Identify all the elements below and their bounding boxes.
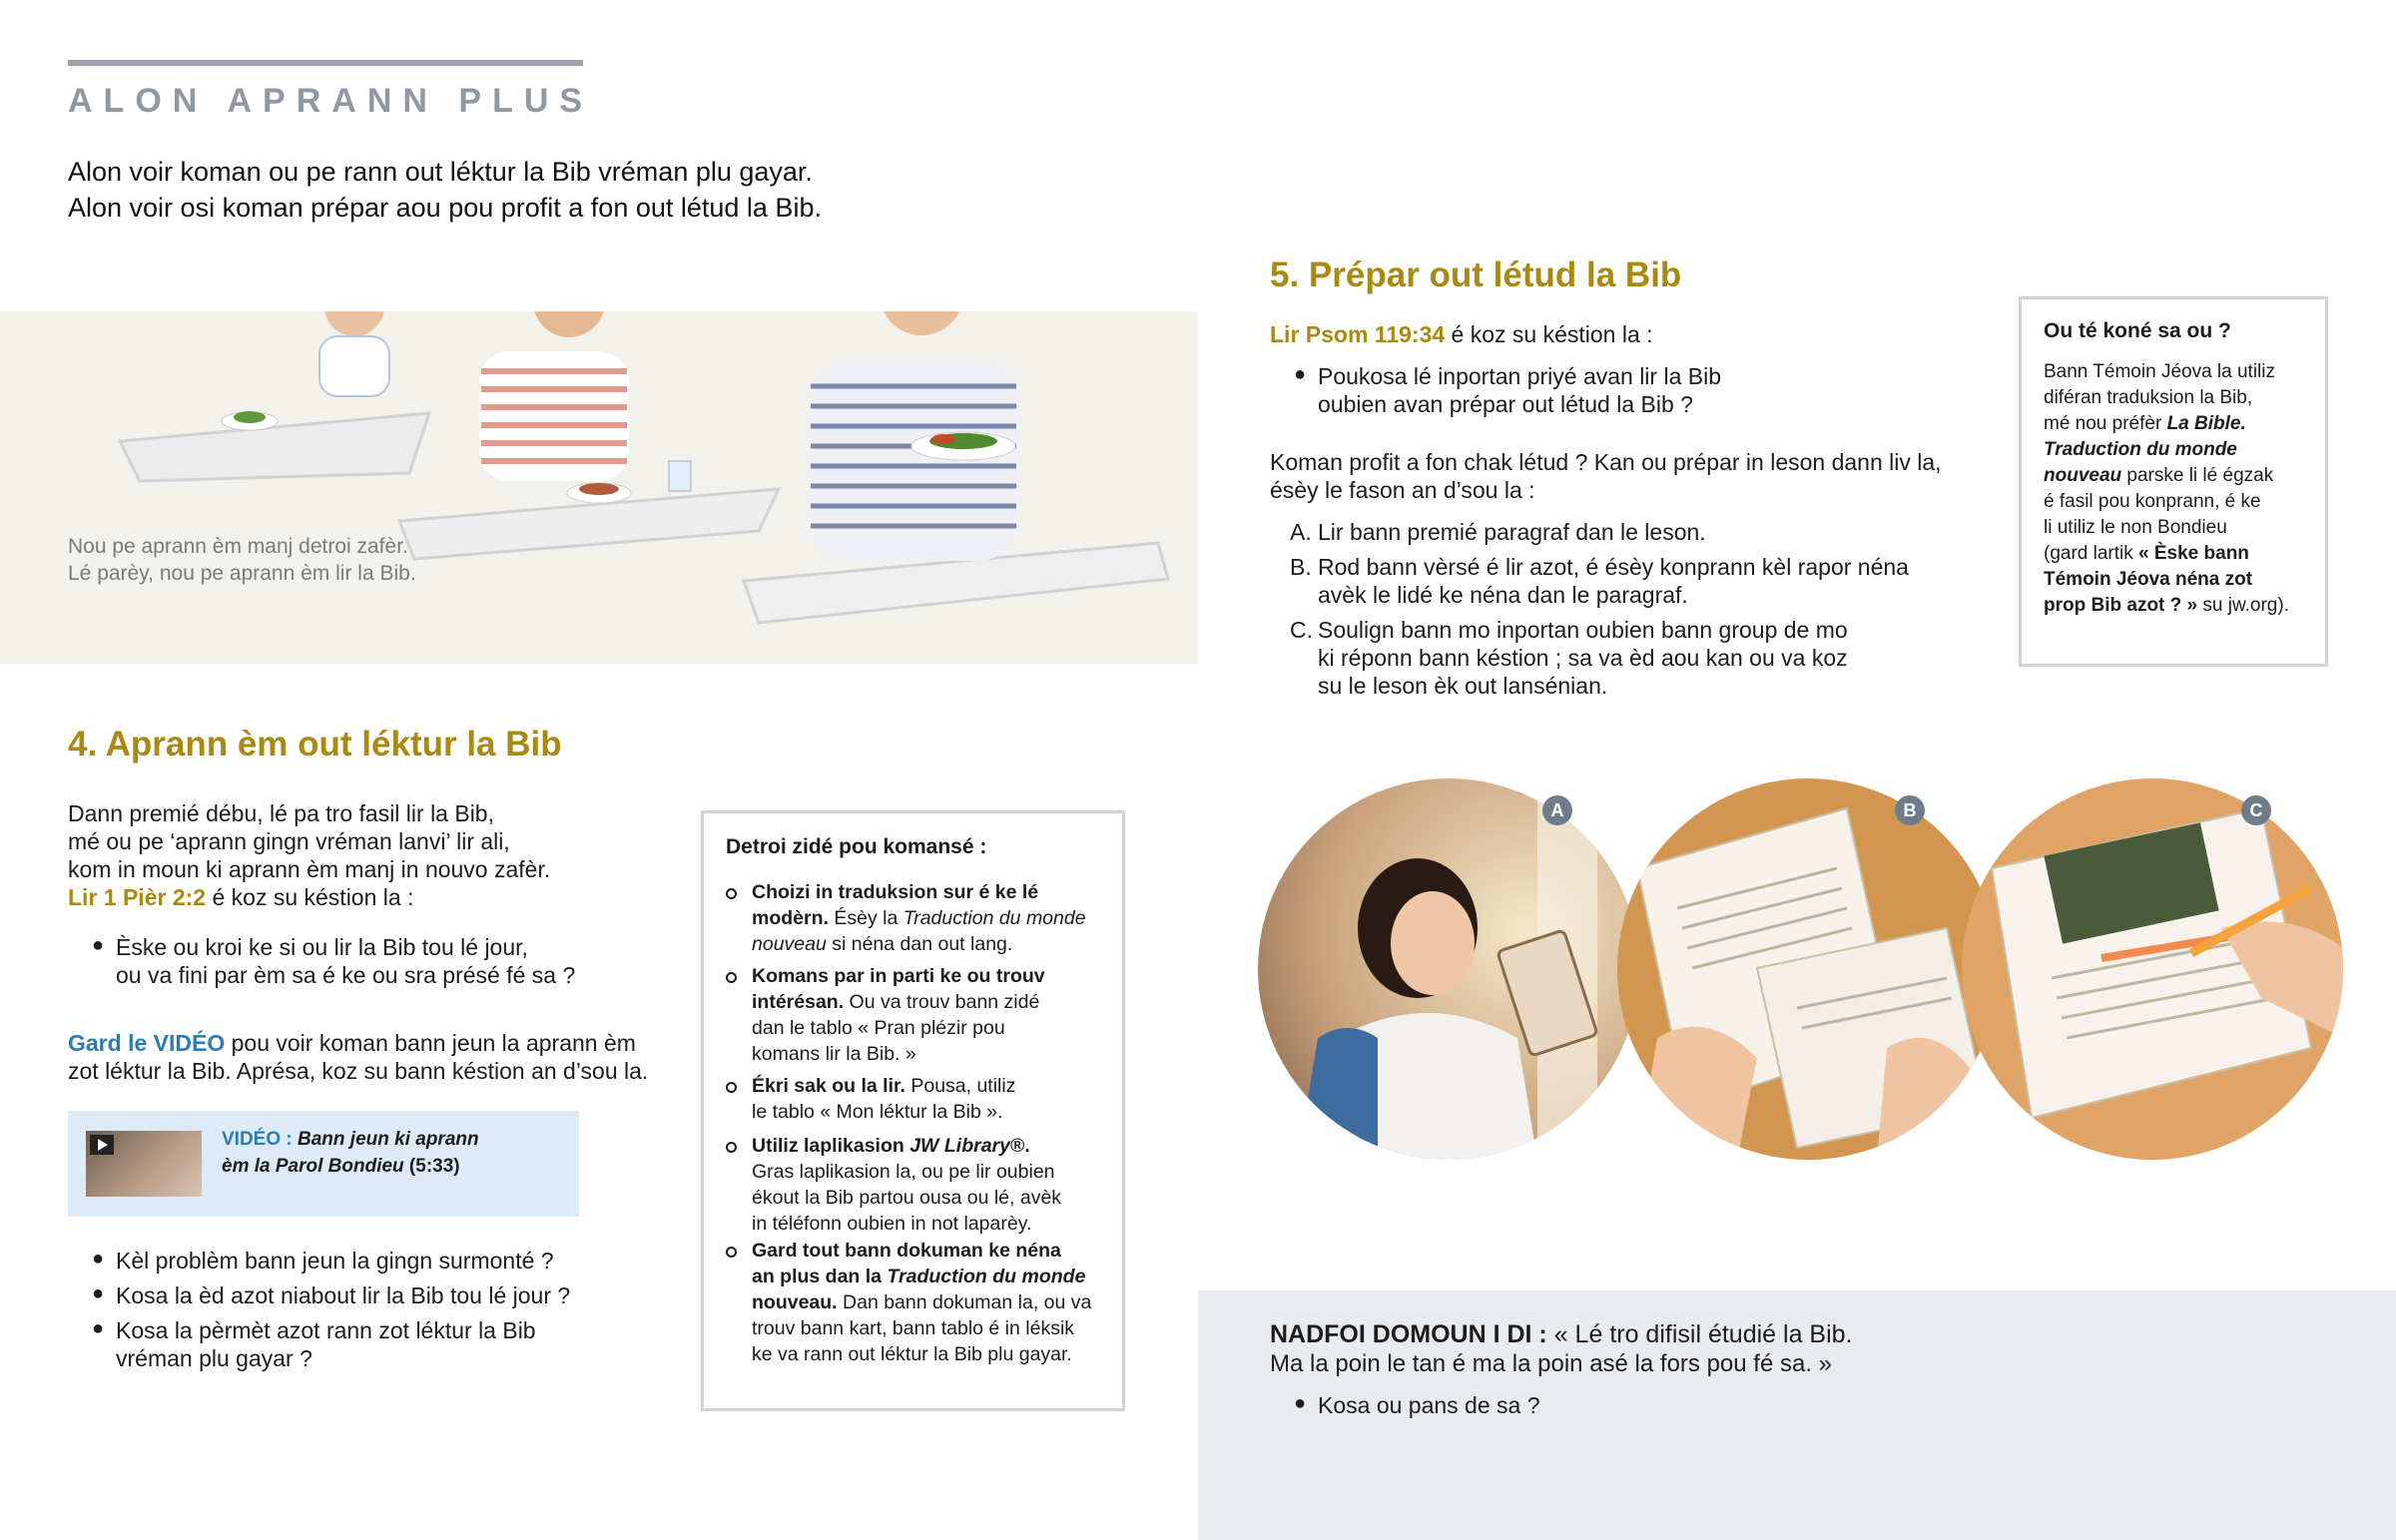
- know-bold-italic-text: La Bible.: [2166, 413, 2246, 434]
- underlining-illustration: [1962, 778, 2343, 1160]
- video-duration: (5:33): [403, 1156, 460, 1177]
- section-4-question-1: [92, 934, 651, 994]
- section-5-paragraph-line: Koman profit a fon chak létud ? Kan ou prépar in leson dann liv la,: [1270, 449, 1942, 475]
- circle-bullet-icon: [726, 972, 737, 983]
- intro-line-1: Alon voir koman ou pe rann out léktur la Bib vréman plu gayar.: [68, 157, 813, 187]
- idea-text: Ésèy la: [828, 907, 903, 929]
- step-line: Soulign bann mo inportan oubien bann group de mo: [1318, 617, 1848, 643]
- idea-line: [752, 881, 1038, 904]
- objection-line-2: Ma la poin le tan é ma la poin asé la fors pou fé sa. »: [1270, 1350, 1833, 1377]
- intro-line-2: Alon voir osi koman prépar aou pou profit a fon out létud la Bib.: [68, 193, 822, 223]
- idea-line: [752, 1101, 1002, 1124]
- know-text: é fasil pou konprann, é ke: [2044, 491, 2261, 512]
- know-text: su jw.org).: [2197, 595, 2289, 616]
- question-line: oubien avan prépar out létud la Bib ?: [1318, 391, 1693, 417]
- bullet-dot-icon: ●: [1294, 363, 1307, 385]
- bullet-dot-icon: ●: [92, 1317, 105, 1339]
- section-5-question-1: [1294, 363, 1853, 423]
- idea-italic-text: Traduction du monde: [902, 907, 1086, 929]
- idea-line: [752, 1317, 1074, 1340]
- circle-bullet-icon: [726, 1082, 737, 1093]
- know-text: Bann Témoin Jéova la utiliz: [2044, 361, 2275, 382]
- know-line: [2044, 387, 2252, 409]
- know-line: [2044, 517, 2227, 539]
- objection-band: [1198, 1290, 2396, 1540]
- video-label: VIDÉO :: [222, 1129, 293, 1150]
- video-intro-line-2: zot léktur la Bib. Aprésa, koz su bann késtion an d’sou la.: [68, 1058, 649, 1084]
- hand-with-pen-illustration: [1962, 778, 2343, 1160]
- idea-line: [752, 965, 1045, 988]
- idea-bold-text: an plus dan la: [752, 1266, 888, 1287]
- know-bold-text: « Èske bann: [2138, 543, 2249, 564]
- question-line: Poukosa lé inportan priyé avan lir la Bib: [1318, 363, 1722, 389]
- know-line: [2044, 465, 2273, 487]
- idea-text: trouv bann kart, bann tablo é in léksik: [752, 1317, 1075, 1339]
- illustration-label-b: B: [1895, 795, 1925, 825]
- circle-bullet-icon: [726, 888, 737, 899]
- know-bold-text: Témoin Jéova néna zot: [2044, 569, 2253, 590]
- reading-book-illustration: [1617, 778, 1999, 1160]
- idea-text: ke va rann out léktur la Bib plu gayar.: [752, 1343, 1072, 1365]
- video-questions-list: [92, 1248, 651, 1377]
- photo-caption-line-1: Nou pe aprann èm manj detroi zafèr.: [68, 535, 408, 558]
- section-5-reference-line: [1270, 321, 1653, 348]
- section-4-paragraph-line: Dann premié débu, lé pa tro fasil lir la Bib,: [68, 800, 494, 826]
- idea-line: [752, 1075, 1015, 1098]
- idea-line: [752, 933, 1012, 956]
- step-line: avèk le lidé ke néna dan le paragraf.: [1318, 582, 1688, 608]
- know-line: [2044, 569, 2252, 591]
- section-4-reference-line: [68, 884, 413, 911]
- step-line: Rod bann vèrsé é lir azot, é ésèy konprann kèl rapor néna: [1318, 554, 1909, 580]
- know-bold-italic-text: Traduction du monde: [2044, 439, 2237, 460]
- video-intro-line: [68, 1030, 636, 1057]
- idea-text: komans lir la Bib. »: [752, 1043, 916, 1065]
- step-line: ki réponn bann késtion ; sa va èd aou kan ou va koz: [1318, 645, 1848, 671]
- objection-line-1: [1270, 1320, 1853, 1349]
- idea-line: [752, 1266, 1085, 1288]
- video-title-part: Bann jeun ki aprann: [292, 1129, 479, 1150]
- idea-text: ékout la Bib partou ousa ou lé, avèk: [752, 1187, 1062, 1209]
- idea-bold-text: modèrn.: [752, 907, 829, 929]
- did-you-know-title: Ou té koné sa ou ?: [2044, 319, 2231, 342]
- idea-text: Dan bann dokuman la, ou va: [837, 1291, 1092, 1313]
- know-line: [2044, 413, 2246, 435]
- know-bold-italic-text: nouveau: [2044, 465, 2122, 486]
- step-letter: B.: [1290, 554, 1312, 580]
- know-bold-text: prop Bib azot ? »: [2044, 595, 2198, 616]
- scripture-link-1-pier[interactable]: Lir 1 Pièr 2:2: [68, 884, 207, 910]
- idea-italic-text: nouveau: [752, 933, 827, 955]
- idea-line: [752, 991, 1039, 1014]
- reference-tail: é koz su késtion la :: [1445, 321, 1653, 347]
- photo-caption-line-2: Lé parèy, nou pe aprann èm lir la Bib.: [68, 562, 416, 585]
- know-line: [2044, 595, 2289, 617]
- idea-line: [752, 1291, 1091, 1314]
- video-title-line-1: [222, 1129, 479, 1151]
- video-intro-tail: pou voir koman bann jeun la aprann èm: [225, 1030, 636, 1056]
- play-icon[interactable]: [90, 1135, 114, 1155]
- idea-text: si néna dan out lang.: [826, 933, 1013, 955]
- video-title-line-2: [222, 1156, 460, 1178]
- idea-line: [752, 1213, 1031, 1236]
- idea-line: [752, 1161, 1055, 1184]
- section-kicker: ALON APRANN PLUS: [68, 82, 594, 120]
- ideas-box: [701, 810, 1125, 1411]
- idea-text: le tablo « Mon léktur la Bib ».: [752, 1101, 1003, 1123]
- idea-line: [752, 1343, 1072, 1366]
- study-steps-list: [1290, 519, 1989, 709]
- bullet-dot-icon: ●: [92, 934, 105, 956]
- video-link[interactable]: Gard le VIDÉO: [68, 1030, 226, 1056]
- section-5-paragraph-line: ésèy le fason an d’sou la :: [1270, 477, 1535, 503]
- eating-illustration: [0, 311, 1198, 664]
- know-line: [2044, 491, 2261, 513]
- video-thumbnail[interactable]: [86, 1131, 202, 1197]
- idea-bold-text: intérésan.: [752, 991, 845, 1013]
- know-line: [2044, 543, 2249, 565]
- idea-bold-text: ®.: [1009, 1135, 1030, 1157]
- step-letter: A.: [1290, 519, 1312, 545]
- idea-line: [752, 907, 1086, 930]
- question-line: Kèl problèm bann jeun la gingn surmonté ?: [116, 1248, 554, 1274]
- idea-text: Pousa, utiliz: [904, 1075, 1016, 1097]
- circle-bullet-icon: [726, 1142, 737, 1153]
- idea-line: [752, 1043, 916, 1066]
- idea-line: [752, 1240, 1061, 1263]
- question-line: Kosa la pèrmèt azot rann zot léktur la Bib: [116, 1317, 536, 1343]
- illustration-label-a: A: [1542, 795, 1572, 825]
- question-line: Èske ou kroi ke si ou lir la Bib tou lé jour,: [116, 934, 528, 960]
- idea-bold-text: nouveau.: [752, 1291, 838, 1313]
- know-text: (gard lartik: [2044, 543, 2139, 564]
- idea-text: Ou va trouv bann zidé: [844, 991, 1040, 1013]
- objection-quote: « Lé tro difisil étudié la Bib.: [1546, 1320, 1853, 1348]
- video-card[interactable]: [68, 1111, 579, 1217]
- illustration-label-c: C: [2241, 795, 2271, 825]
- know-line: [2044, 439, 2237, 461]
- bullet-dot-icon: ●: [92, 1248, 105, 1270]
- header-rule: [68, 60, 583, 66]
- objection-question: [1294, 1392, 1793, 1424]
- idea-bold-text: Komans par in parti ke ou trouv: [752, 965, 1045, 987]
- know-text: parske li lé égzak: [2121, 465, 2274, 486]
- scripture-link-psom[interactable]: Lir Psom 119:34: [1270, 321, 1446, 347]
- idea-text: in téléfonn oubien in not laparèy.: [752, 1213, 1032, 1235]
- know-line: [2044, 361, 2275, 383]
- step-letter: C.: [1290, 617, 1313, 643]
- section-5-title: 5. Prépar out létud la Bib: [1270, 256, 1682, 294]
- video-title-part: èm la Parol Bondieu: [222, 1156, 404, 1177]
- eating-boys-illustration: [0, 311, 1198, 664]
- question-line: vréman plu gayar ?: [116, 1345, 312, 1371]
- know-text: mé nou préfèr: [2044, 413, 2167, 434]
- reference-tail: é koz su késtion la :: [206, 884, 414, 910]
- step-line: su le leson èk out lansénian.: [1318, 673, 1608, 699]
- idea-bold-text: Ékri sak ou la lir.: [752, 1075, 905, 1097]
- question-line: Kosa la èd azot niabout lir la Bib tou lé jour ?: [116, 1283, 571, 1308]
- idea-line: [752, 1187, 1061, 1210]
- know-text: diféran traduksion la Bib,: [2044, 387, 2253, 408]
- idea-bold-text: Choizi in traduksion sur é ke lé: [752, 881, 1039, 903]
- idea-bold-italic-text: JW Library: [909, 1135, 1010, 1157]
- idea-text: Gras laplikasion la, ou pe lir oubien: [752, 1161, 1055, 1183]
- section-4-paragraph-line: mé ou pe ‘aprann gingn vréman lanvi’ lir ali,: [68, 828, 510, 854]
- reading-on-phone-illustration: [1258, 778, 1639, 1160]
- bullet-dot-icon: ●: [1294, 1392, 1307, 1414]
- question-line: ou va fini par èm sa é ke ou sra présé fé sa ?: [116, 962, 576, 988]
- did-you-know-box: [2019, 296, 2328, 667]
- idea-text: dan le tablo « Pran plézir pou: [752, 1017, 1005, 1039]
- section-4-paragraph-line: kom in moun ki aprann èm manj in nouvo zafèr.: [68, 856, 551, 882]
- idea-line: [752, 1017, 1005, 1040]
- bullet-dot-icon: ●: [92, 1283, 105, 1304]
- idea-text: Traduction du monde: [887, 1266, 1086, 1287]
- hands-on-book-illustration: [1617, 778, 1999, 1160]
- circle-bullet-icon: [726, 1247, 737, 1258]
- section-4-title: 4. Aprann èm out léktur la Bib: [68, 725, 562, 764]
- idea-bold-text: Utiliz laplikasion: [752, 1135, 910, 1157]
- ideas-title: Detroi zidé pou komansé :: [726, 835, 987, 858]
- girl-with-phone-illustration: [1258, 778, 1639, 1160]
- know-text: li utiliz le non Bondieu: [2044, 517, 2227, 538]
- idea-bold-text: Gard tout bann dokuman ke néna: [752, 1240, 1061, 1262]
- step-line: Lir bann premié paragraf dan le leson.: [1318, 519, 1706, 545]
- objection-label: NADFOI DOMOUN I DI :: [1270, 1320, 1547, 1348]
- idea-line: [752, 1135, 1030, 1158]
- question-line: Kosa ou pans de sa ?: [1318, 1392, 1540, 1418]
